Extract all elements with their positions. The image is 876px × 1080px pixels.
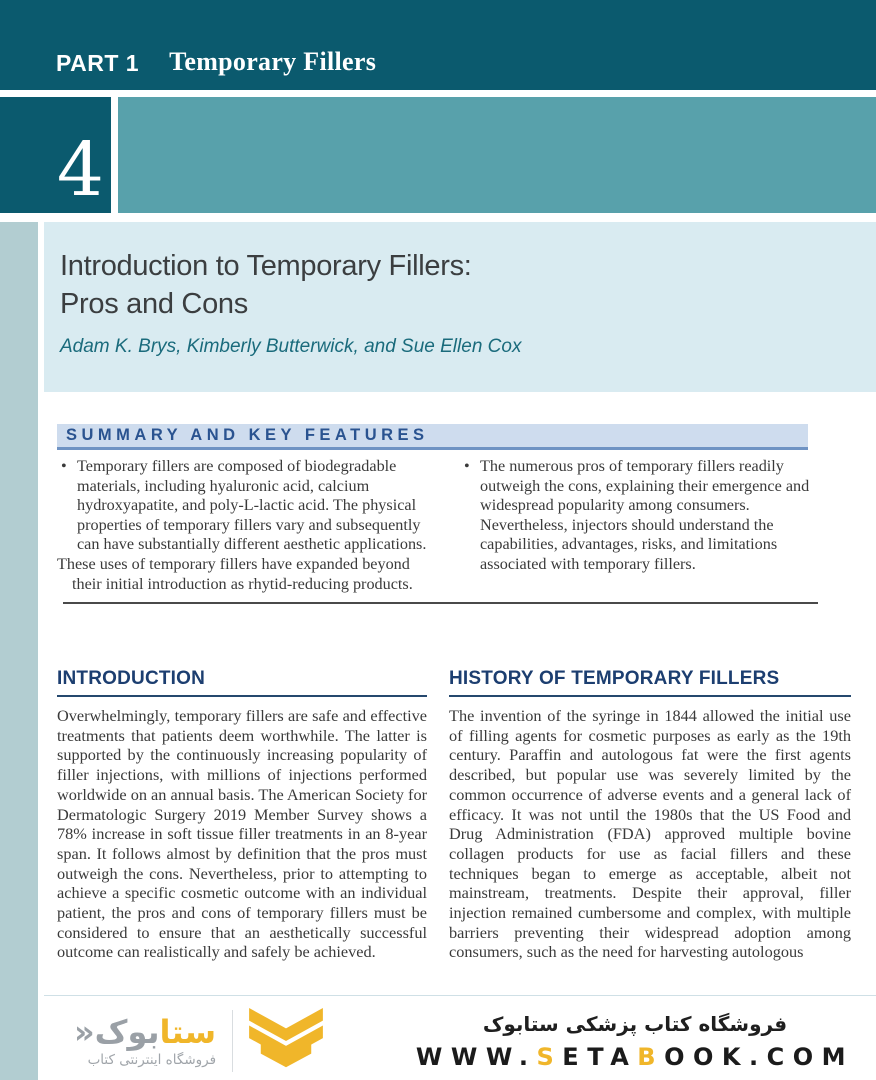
section-introduction (57, 668, 427, 962)
logo-wordmark-gray: بوک (94, 1012, 160, 1051)
introduction-body: Overwhelmingly, temporary fillers are safe and effective treatments that patients deem worthwhile. The latter is supported by the continuously increasing popularity of filler injections, with millions of injections performed worldwide on an annual basis. The American Society for Dermatologic Surgery 2019 Member Survey shows a 78% increase in soft tissue filler treatments in an 8-year span. It follows almost by definition that the pros must outweigh the cons. Nevertheless, prior to attempting to achieve a specific cosmetic outcome with an individual patient, the pros and cons of temporary fillers must be considered to ensure that an aesthetically successful outcome can realistically and safely be achieved. (57, 706, 428, 962)
part-title: Temporary Fillers (169, 47, 377, 76)
chapter-title-line1: Introduction to Temporary Fillers: (60, 250, 472, 282)
section-heading-introduction: INTRODUCTION (57, 668, 427, 697)
store-title-persian: فروشگاه کتاب پزشکی ستابوک (482, 1011, 788, 1036)
summary-heading: SUMMARY AND KEY FEATURES (66, 426, 429, 444)
summary-columns (57, 457, 823, 594)
store-identity (416, 1012, 854, 1071)
left-margin-strip (0, 222, 38, 1080)
chapter-band (118, 97, 876, 213)
logo-wordmark (74, 1012, 217, 1051)
chapter-number-box (0, 97, 111, 213)
summary-header-bar (57, 424, 808, 450)
url-www: WWW. (415, 1042, 537, 1071)
logo-wordmark-gold: ستا (159, 1012, 217, 1051)
summary-item-text: Temporary fillers are composed of biodegradable materials, including hyaluronic acid, calcium hydroxyapatite, and poly-L-lactic acid. The physical properties of temporary fillers vary and subsequently can have substantially different aesthetic applications. (77, 457, 427, 554)
section-heading-history: HISTORY OF TEMPORARY FILLERS (449, 668, 851, 697)
url-b-gold: B (637, 1042, 665, 1071)
summary-left-column (57, 457, 432, 594)
summary-item (460, 457, 823, 575)
store-logo (74, 1008, 325, 1074)
summary-box (57, 424, 823, 612)
chapter-title (60, 247, 876, 323)
section-history (449, 668, 851, 962)
url-rest: OOK.COM (664, 1042, 854, 1071)
summary-item (57, 555, 432, 594)
logo-wordmark-quote: « (74, 1012, 95, 1051)
chapter-title-line2: Pros and Cons (60, 288, 248, 320)
history-body: The invention of the syringe in 1844 allowed the initial use of filling agents for cosmetic purposes as early as the 19th century. Paraffin and autologous fat were the first agents described, but popular use was severely limited by the common occurrence of adverse events and a general lack of efficacy. It was not until the 1980s that the US Food and Drug Administration (FDA) approved multiple bovine collagen products for use as facial fillers and these techniques began to emerge as acceptable, albeit not mainstream, treatments. Despite their approval, filler injection remained cumbersome and complex, with multiple barriers preventing their widespread adoption among consumers, such as the need for harvesting autologous (449, 706, 851, 962)
part-banner (0, 0, 876, 90)
part-label: PART 1 (56, 50, 140, 76)
authors: Adam K. Brys, Kimberly Butterwick, and Sue Ellen Cox (60, 336, 522, 357)
logo-text-block (74, 1012, 217, 1068)
chapter-title-box (44, 222, 876, 392)
logo-divider (232, 1010, 233, 1072)
url-eta: ETA (562, 1042, 638, 1071)
bullet-marker: • (61, 457, 67, 475)
store-url (416, 1043, 854, 1071)
logo-tagline: فروشگاه اینترنتی کتاب (87, 1051, 217, 1068)
body-columns (57, 668, 851, 962)
bullet-marker: • (464, 457, 470, 475)
summary-right-column (460, 457, 823, 594)
chevron-logo-icon (247, 1008, 325, 1074)
summary-item-text: These uses of temporary fillers have expanded beyond their initial introduction as rhytid-reducing products. (57, 554, 413, 593)
footer-watermark (44, 995, 876, 1080)
url-s-gold: S (536, 1042, 563, 1071)
summary-item-text: The numerous pros of temporary fillers readily outweigh the cons, explaining their emergence and widespread popularity among consumers. Nevertheless, injectors should understand the capabilities, advantages, risks, and limitations associated with temporary fillers. (480, 457, 810, 573)
chapter-number: 4 (56, 127, 104, 214)
summary-item (57, 457, 432, 555)
summary-bottom-rule (63, 602, 818, 604)
